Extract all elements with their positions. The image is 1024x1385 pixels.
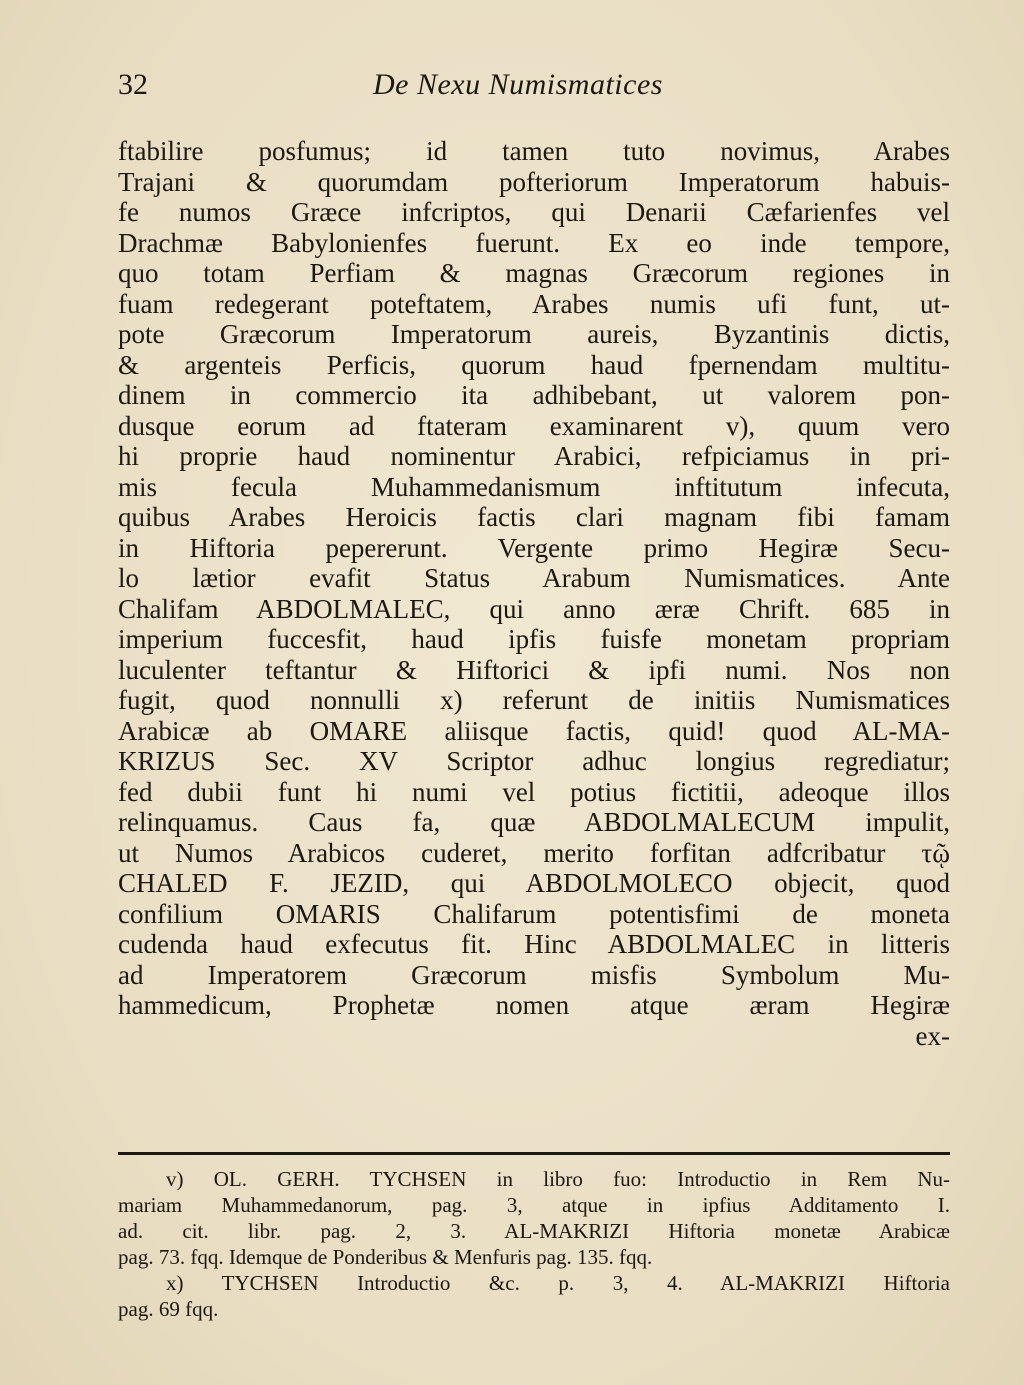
text-line: fe numos Græce infcriptos, qui Denarii Cæfarienfes vel [118,197,950,227]
text-line: in Hiftoria pepererunt. Vergente primo Hegiræ Secu- [118,532,950,563]
text-line: dusque eorum ad ftateram examinarent v), quum vero [118,410,950,441]
catchword-line: ex- [915,1020,950,1051]
text-line: hi proprie haud nominentur Arabici, refpiciamus in pri- [118,441,950,471]
text-line: Arabicæ ab OMARE aliisque factis, quid! quod AL-MA- [118,715,950,746]
text-line: KRIZUS Sec. XV Scriptor adhuc longius regrediatur; [118,746,950,776]
footnote-line: ad. cit. libr. pag. 2, 3. AL-MAKRIZI Hiftoria monetæ Arabicæ [118,1219,950,1243]
page-header [118,62,950,112]
footnote-line: mariam Muhammedanorum, pag. 3, atque in ipfius Additamento I. [118,1193,950,1217]
text-line: quo totam Perfiam & magnas Græcorum regiones in [118,258,950,288]
text-line: ftabilire posfumus; id tamen tuto novimus, Arabes [118,136,950,166]
text-line: lo lætior evafit Status Arabum Numismatices. Ante [118,563,950,593]
text-line: hammedicum, Prophetæ nomen atque æram Hegiræ [118,990,950,1020]
running-title: De Nexu Numismatices [373,68,663,101]
main-text [118,136,950,1051]
footnote-line: v) OL. GERH. TYCHSEN in libro fuo: Introductio in Rem Nu- [166,1167,950,1191]
text-line: mis fecula Muhammedanismum inftitutum infecuta, [118,471,950,502]
footnote-rule [118,1152,950,1155]
footnotes [118,1166,950,1322]
footnote-line: pag. 69 fqq. [118,1297,219,1321]
text-line: fuam redegerant poteftatem, Arabes numis ufi funt, ut- [118,288,950,319]
text-line: dinem in commercio ita adhibebant, ut valorem pon- [118,380,950,410]
text-line: CHALED F. JEZID, qui ABDOLMOLECO objecit, quod [118,868,950,898]
text-line: & argenteis Perficis, quorum haud fpernendam multitu- [118,349,950,380]
text-line: luculenter teftantur & Hiftorici & ipfi numi. Nos non [118,654,950,685]
text-line: fed dubii funt hi numi vel potius fictitii, adeoque illos [118,776,950,807]
text-line: imperium fuccesfit, haud ipfis fuisfe monetam propriam [118,624,950,654]
footnote-line: x) TYCHSEN Introductio &c. p. 3, 4. AL-MAKRIZI Hiftoria [166,1271,950,1295]
text-line: pote Græcorum Imperatorum aureis, Byzantinis dictis, [118,319,950,349]
text-line: Trajani & quorumdam pofteriorum Imperatorum habuis- [118,166,950,197]
text-line: confilium OMARIS Chalifarum potentisfimi de moneta [118,898,950,929]
text-line: Chalifam ABDOLMALEC, qui anno æræ Chrift. 685 in [118,593,950,624]
text-line: quibus Arabes Heroicis factis clari magnam fibi famam [118,502,950,532]
text-line: relinquamus. Caus fa, quæ ABDOLMALECUM impulit, [118,807,950,837]
text-line: ad Imperatorem Græcorum misfis Symbolum Mu- [118,959,950,990]
text-line: cudenda haud exfecutus fit. Hinc ABDOLMALEC in litteris [118,929,950,959]
footnote-line: pag. 73. fqq. Idemque de Ponderibus & Menfuris pag. 135. fqq. [118,1245,653,1269]
text-line: fugit, quod nonnulli x) referunt de initiis Numismatices [118,685,950,715]
text-line: Drachmæ Babylonienfes fuerunt. Ex eo inde tempore, [118,227,950,258]
text-line: ut Numos Arabicos cuderet, merito forfitan adfcribatur τῷ [118,837,950,868]
page-number: 32 [118,68,148,101]
